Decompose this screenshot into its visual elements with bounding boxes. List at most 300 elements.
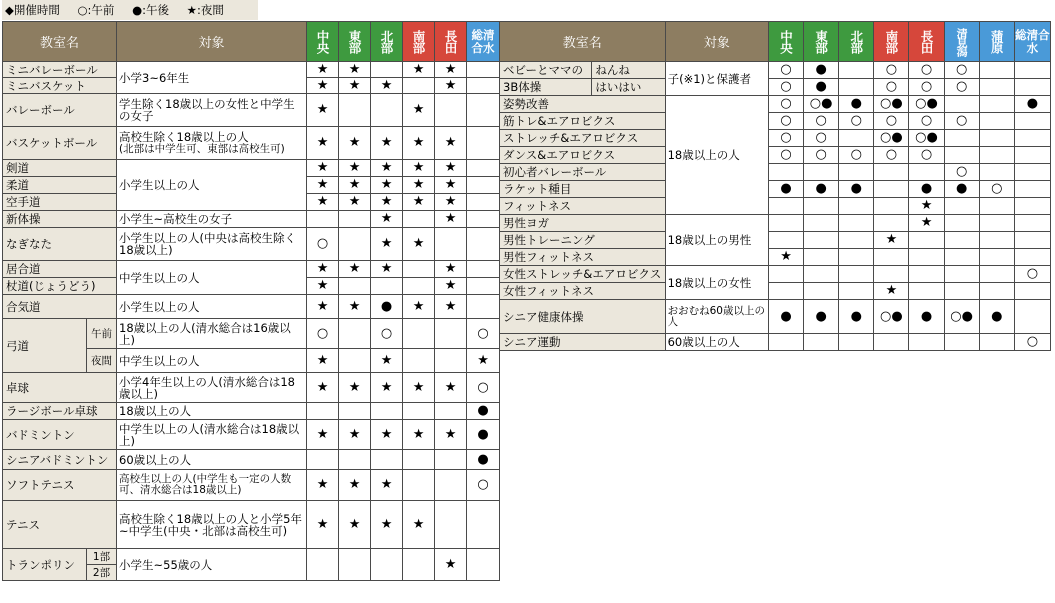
table-row — [500, 215, 1051, 232]
table-row — [3, 211, 500, 228]
table-row — [3, 261, 500, 278]
mark — [839, 79, 874, 96]
mark: ○ — [839, 113, 874, 130]
mark — [435, 403, 467, 420]
class-name: 男性トレーニング — [500, 232, 666, 249]
class-name: ダンス&エアロビクス — [500, 147, 666, 164]
class-subname: ねんね — [592, 62, 665, 79]
header-class-name: 教室名 — [3, 22, 117, 62]
mark — [467, 177, 500, 194]
mark: ○● — [874, 96, 909, 113]
header-location-kiyomigata: 清見潟 — [944, 22, 979, 62]
mark: ★ — [307, 160, 339, 177]
mark — [979, 232, 1014, 249]
class-name: トランポリン — [3, 549, 87, 581]
mark — [944, 232, 979, 249]
mark — [909, 334, 944, 351]
mark: ● — [909, 300, 944, 334]
target-cell — [117, 127, 307, 160]
target-text: 小学生以上の人(中央は高校生除く18歳以上) — [117, 228, 307, 261]
mark — [1014, 198, 1050, 215]
mark — [874, 181, 909, 198]
mark: ★ — [307, 261, 339, 278]
header-location-shimizu-sogo: 総清合水 — [1014, 22, 1050, 62]
mark: ○ — [874, 113, 909, 130]
mark — [944, 283, 979, 300]
class-name: 男性ヨガ — [500, 215, 666, 232]
mark: ★ — [403, 160, 435, 177]
target-text: 小学生以上の人 — [117, 295, 307, 319]
mark — [1014, 147, 1050, 164]
class-name: 男性フィットネス — [500, 249, 666, 266]
mark — [768, 215, 803, 232]
mark: ★ — [435, 373, 467, 403]
mark: ○ — [804, 147, 839, 164]
mark — [839, 232, 874, 249]
mark: ★ — [403, 194, 435, 211]
mark — [944, 147, 979, 164]
target-text: 60歳以上の人 — [665, 334, 768, 351]
class-name: 女性ストレッチ&エアロビクス — [500, 266, 666, 283]
mark — [371, 278, 403, 295]
mark — [403, 211, 435, 228]
class-name: 合気道 — [3, 295, 117, 319]
class-name: ストレッチ&エアロビクス — [500, 130, 666, 147]
mark — [944, 215, 979, 232]
mark: ★ — [339, 261, 371, 278]
mark — [979, 79, 1014, 96]
mark — [339, 94, 371, 127]
target-text: 18歳以上の女性 — [665, 266, 768, 300]
mark: ★ — [307, 78, 339, 94]
mark — [768, 334, 803, 351]
mark: ★ — [371, 211, 403, 228]
header-location-nanbu: 南部 — [403, 22, 435, 62]
class-name: テニス — [3, 501, 117, 549]
target-text: 高校生除く18歳以上の人 — [119, 130, 249, 144]
mark — [1014, 164, 1050, 181]
table-row — [500, 334, 1051, 351]
target-text: 小学4年生以上の人(清水総合は18歳以上) — [117, 373, 307, 403]
table-row — [500, 249, 1051, 266]
mark — [339, 211, 371, 228]
mark — [874, 215, 909, 232]
table-row — [500, 300, 1051, 334]
mark: ★ — [307, 194, 339, 211]
mark — [874, 249, 909, 266]
class-name: ミニバレーボール — [3, 62, 117, 78]
mark — [804, 266, 839, 283]
mark: ★ — [403, 177, 435, 194]
mark — [339, 228, 371, 261]
header-location-tobu: 東部 — [339, 22, 371, 62]
mark — [839, 334, 874, 351]
mark: ★ — [339, 62, 371, 78]
mark — [467, 194, 500, 211]
mark: ★ — [909, 198, 944, 215]
mark: ★ — [307, 62, 339, 78]
header-location-hokubu: 北部 — [839, 22, 874, 62]
mark: ★ — [339, 420, 371, 450]
mark — [307, 403, 339, 420]
mark — [307, 450, 339, 470]
class-name: シニア運動 — [500, 334, 666, 351]
class-name: ミニバスケット — [3, 78, 117, 94]
mark: ★ — [307, 373, 339, 403]
mark: ○ — [768, 130, 803, 147]
mark: ○ — [1014, 334, 1050, 351]
class-name: シニア健康体操 — [500, 300, 666, 334]
class-subname: はいはい — [592, 79, 665, 96]
schedule-table-left — [2, 21, 500, 581]
mark: ★ — [435, 549, 467, 581]
mark: ○ — [804, 113, 839, 130]
mark — [944, 249, 979, 266]
target-text: 小学生以上の人 — [117, 160, 307, 211]
table-row — [3, 319, 500, 349]
mark — [804, 283, 839, 300]
table-row — [3, 403, 500, 420]
legend-title: ◆開催時間 — [5, 3, 60, 17]
mark: ● — [768, 181, 803, 198]
mark: ★ — [435, 295, 467, 319]
mark: ○ — [944, 79, 979, 96]
mark — [979, 62, 1014, 79]
mark: ★ — [339, 78, 371, 94]
mark — [839, 266, 874, 283]
mark — [435, 501, 467, 549]
mark — [467, 295, 500, 319]
mark — [339, 278, 371, 295]
mark — [467, 94, 500, 127]
class-name: 柔道 — [3, 177, 117, 194]
mark — [804, 164, 839, 181]
header-location-osada: 長田 — [909, 22, 944, 62]
mark — [371, 94, 403, 127]
class-name: ソフトテニス — [3, 470, 117, 501]
mark: ● — [768, 300, 803, 334]
table-row — [3, 62, 500, 78]
mark — [909, 249, 944, 266]
mark — [339, 349, 371, 373]
class-name: ベビーとママの — [500, 62, 592, 79]
mark: ★ — [403, 295, 435, 319]
mark: ★ — [435, 420, 467, 450]
mark: ○ — [944, 164, 979, 181]
mark — [435, 228, 467, 261]
mark: ★ — [467, 349, 500, 373]
mark: ★ — [371, 373, 403, 403]
mark: ● — [839, 96, 874, 113]
target-text: 中学生以上の人(清水総合は18歳以上) — [117, 420, 307, 450]
legend — [2, 0, 258, 20]
mark — [339, 450, 371, 470]
mark: ★ — [339, 194, 371, 211]
class-name: 弓道 — [3, 319, 87, 373]
class-name: シニアバドミントン — [3, 450, 117, 470]
mark — [768, 198, 803, 215]
header-target: 対象 — [117, 22, 307, 62]
mark — [804, 232, 839, 249]
mark: ○ — [768, 147, 803, 164]
class-name: バスケットボール — [3, 127, 117, 160]
mark: ○ — [944, 62, 979, 79]
mark: ★ — [435, 211, 467, 228]
mark: ● — [1014, 96, 1050, 113]
mark — [339, 403, 371, 420]
mark: ○ — [768, 62, 803, 79]
mark: ★ — [339, 160, 371, 177]
mark — [804, 198, 839, 215]
mark — [403, 278, 435, 295]
table-row — [500, 198, 1051, 215]
mark — [1014, 215, 1050, 232]
mark: ★ — [403, 228, 435, 261]
mark — [944, 130, 979, 147]
mark: ★ — [307, 349, 339, 373]
table-row — [3, 470, 500, 501]
header-location-hokubu: 北部 — [371, 22, 403, 62]
mark: ★ — [874, 232, 909, 249]
mark: ○ — [979, 181, 1014, 198]
class-name: なぎなた — [3, 228, 117, 261]
mark — [804, 215, 839, 232]
mark: ● — [839, 181, 874, 198]
mark — [979, 147, 1014, 164]
mark — [909, 164, 944, 181]
table-row — [500, 96, 1051, 113]
header-location-tobu: 東部 — [804, 22, 839, 62]
mark — [768, 283, 803, 300]
mark: ★ — [307, 420, 339, 450]
mark — [979, 96, 1014, 113]
mark: ★ — [403, 501, 435, 549]
mark: ★ — [371, 194, 403, 211]
legend-night: ★:夜間 — [186, 3, 224, 17]
mark: ● — [979, 300, 1014, 334]
mark: ★ — [307, 278, 339, 295]
mark — [874, 198, 909, 215]
table-row — [500, 130, 1051, 147]
mark — [403, 349, 435, 373]
target-text: 小学生~55歳の人 — [117, 549, 307, 581]
mark — [874, 334, 909, 351]
table-row — [3, 228, 500, 261]
header-target: 対象 — [665, 22, 768, 62]
mark — [839, 198, 874, 215]
mark: ● — [467, 403, 500, 420]
target-text: 学生除く18歳以上の女性と中学生の女子 — [117, 94, 307, 127]
mark: ★ — [339, 127, 371, 160]
mark: ★ — [307, 94, 339, 127]
mark — [1014, 232, 1050, 249]
class-name: ラージボール卓球 — [3, 403, 117, 420]
mark — [467, 211, 500, 228]
mark — [979, 266, 1014, 283]
mark: ★ — [371, 470, 403, 501]
mark: ★ — [371, 261, 403, 278]
mark — [1014, 249, 1050, 266]
table-row — [3, 450, 500, 470]
mark: ● — [467, 450, 500, 470]
mark: ○● — [804, 96, 839, 113]
mark: ○ — [839, 147, 874, 164]
class-name: フィットネス — [500, 198, 666, 215]
mark: ★ — [435, 127, 467, 160]
mark — [1014, 62, 1050, 79]
class-name: バドミントン — [3, 420, 117, 450]
mark — [1014, 79, 1050, 96]
mark: ○ — [467, 373, 500, 403]
mark — [1014, 300, 1050, 334]
header-location-kanbara: 蒲原 — [979, 22, 1014, 62]
mark — [467, 78, 500, 94]
mark: ★ — [339, 177, 371, 194]
mark — [944, 96, 979, 113]
class-name: 杖道(じょうどう) — [3, 278, 117, 295]
header-location-chuo: 中央 — [307, 22, 339, 62]
mark — [804, 334, 839, 351]
mark — [435, 349, 467, 373]
mark — [435, 319, 467, 349]
header-location-shimizu-sogo: 総清合水 — [467, 22, 500, 62]
header-location-chuo: 中央 — [768, 22, 803, 62]
mark — [944, 266, 979, 283]
mark — [839, 164, 874, 181]
mark: ● — [467, 420, 500, 450]
mark: ● — [371, 295, 403, 319]
session-label: 2部 — [87, 565, 117, 581]
mark — [874, 266, 909, 283]
table-row — [500, 113, 1051, 130]
target-note: (北部は中学生可、東部は高校生可) — [119, 143, 285, 155]
mark: ● — [944, 181, 979, 198]
mark: ○ — [874, 147, 909, 164]
mark — [874, 164, 909, 181]
mark — [339, 549, 371, 581]
class-name: 3B体操 — [500, 79, 592, 96]
mark: ○ — [874, 62, 909, 79]
mark — [1014, 283, 1050, 300]
mark — [944, 198, 979, 215]
mark — [467, 549, 500, 581]
class-name: 筋トレ&エアロビクス — [500, 113, 666, 130]
target-text: 60歳以上の人 — [117, 450, 307, 470]
mark — [909, 266, 944, 283]
table-row — [3, 373, 500, 403]
mark: ○ — [307, 319, 339, 349]
class-name: ラケット種目 — [500, 181, 666, 198]
mark — [403, 470, 435, 501]
mark: ○ — [768, 113, 803, 130]
target-text: 18歳以上の人(清水総合は16歳以上) — [117, 319, 307, 349]
mark: ○● — [909, 96, 944, 113]
mark — [403, 450, 435, 470]
mark — [979, 164, 1014, 181]
mark: ★ — [371, 501, 403, 549]
mark — [768, 164, 803, 181]
mark — [403, 78, 435, 94]
mark: ● — [804, 300, 839, 334]
mark: ○ — [371, 319, 403, 349]
table-row — [500, 79, 1051, 96]
mark — [467, 278, 500, 295]
mark — [979, 215, 1014, 232]
class-name: 空手道 — [3, 194, 117, 211]
table-row — [3, 127, 500, 160]
mark: ★ — [371, 127, 403, 160]
mark: ★ — [339, 501, 371, 549]
mark: ★ — [435, 194, 467, 211]
mark: ● — [804, 62, 839, 79]
mark — [804, 249, 839, 266]
mark — [435, 470, 467, 501]
mark: ★ — [435, 62, 467, 78]
mark — [979, 113, 1014, 130]
mark — [909, 283, 944, 300]
mark — [1014, 113, 1050, 130]
mark — [435, 450, 467, 470]
mark: ○ — [307, 228, 339, 261]
target-text: 小学生~高校生の女子 — [117, 211, 307, 228]
target-text: 小学3~6年生 — [117, 62, 307, 94]
mark: ○● — [944, 300, 979, 334]
mark: ★ — [435, 261, 467, 278]
target-text: 18歳以上の人 — [117, 403, 307, 420]
mark: ★ — [307, 295, 339, 319]
session-label: 午前 — [87, 319, 117, 349]
mark: ○ — [768, 79, 803, 96]
mark — [467, 261, 500, 278]
table-row — [500, 147, 1051, 164]
table-row — [3, 295, 500, 319]
mark: ○ — [467, 319, 500, 349]
target-text: 高校生除く18歳以上の人と小学5年~中学生(中央・北部は高校生可) — [117, 501, 307, 549]
mark: ★ — [874, 283, 909, 300]
table-row — [500, 266, 1051, 283]
mark: ○ — [909, 113, 944, 130]
mark — [467, 127, 500, 160]
mark: ○ — [804, 130, 839, 147]
mark: ● — [839, 300, 874, 334]
mark: ★ — [307, 501, 339, 549]
mark: ○● — [874, 130, 909, 147]
mark — [371, 62, 403, 78]
mark — [371, 450, 403, 470]
mark: ★ — [307, 177, 339, 194]
table-row — [3, 420, 500, 450]
mark — [371, 403, 403, 420]
mark — [307, 549, 339, 581]
mark — [839, 215, 874, 232]
table-row — [3, 549, 500, 565]
mark — [944, 334, 979, 351]
mark: ★ — [371, 420, 403, 450]
mark — [979, 130, 1014, 147]
table-row — [3, 94, 500, 127]
mark: ★ — [768, 249, 803, 266]
class-name: 新体操 — [3, 211, 117, 228]
table-row — [500, 164, 1051, 181]
mark — [467, 228, 500, 261]
mark — [979, 198, 1014, 215]
mark: ★ — [307, 127, 339, 160]
mark: ★ — [339, 470, 371, 501]
mark: ○ — [768, 96, 803, 113]
mark — [403, 403, 435, 420]
table-row — [500, 62, 1051, 79]
class-name: 卓球 — [3, 373, 117, 403]
